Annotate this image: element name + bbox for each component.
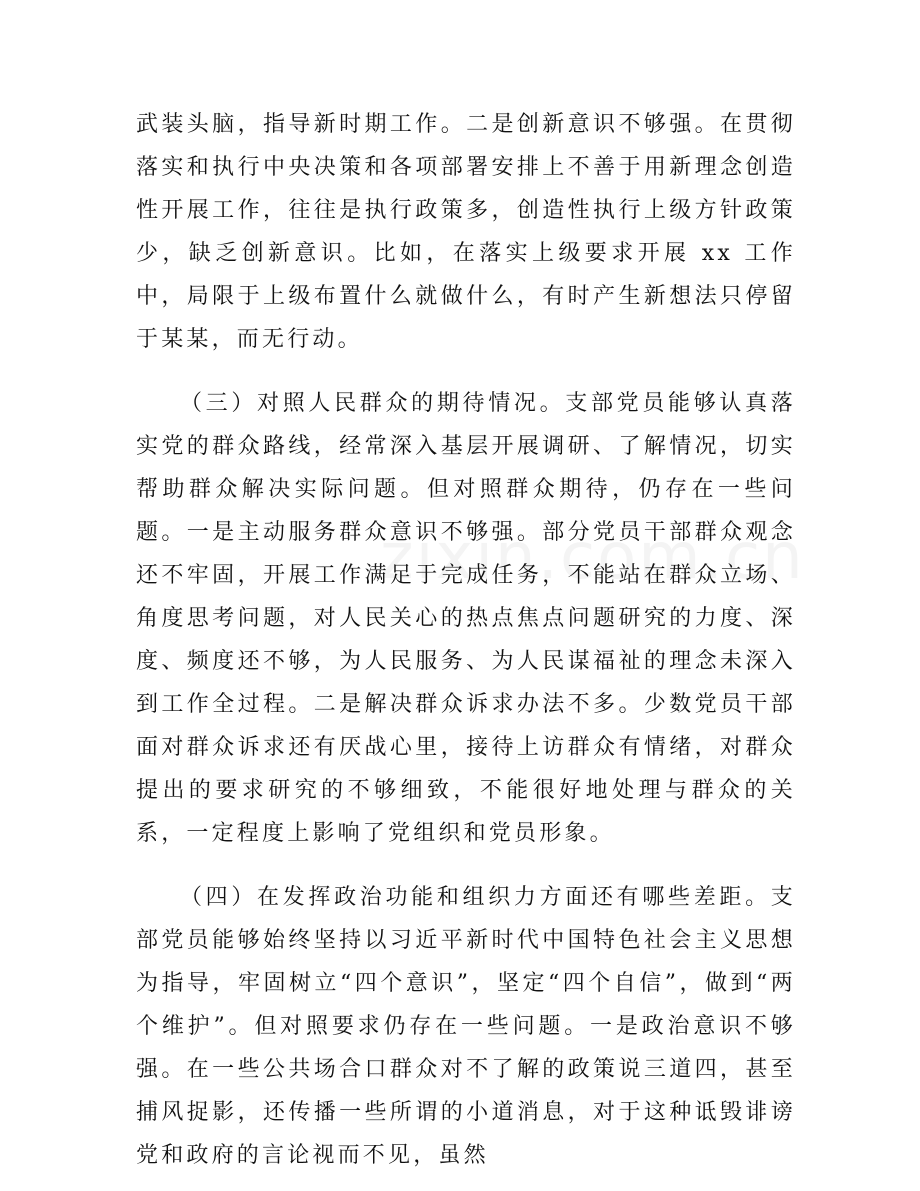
paragraph-section-4: （四）在发挥政治功能和组织力方面还有哪些差距。支部党员能够始终坚持以习近平新时代中国特色社会主义思想为指导，牢固树立“四个意识”，坚定“四个自信”，做到“两个维护”。但对照要求仍存在一些问题。一是政治意识不够强。在一些公共场合口群众对不了解的政策说三道四，甚至捕风捉影，还传播一些所谓的小道消息，对于这种诋毁诽谤党和政府的言论视而不见，虽然 bbox=[136, 885, 796, 1168]
paragraph-section-3: （三）对照人民群众的期待情况。支部党员能够认真落实党的群众路线，经常深入基层开展调研、了解情况，切实帮助群众解决实际问题。但对照群众期待，仍存在一些问题。一是主动服务群众意识不够强。部分党员干部群众观念还不牢固，开展工作满足于完成任务，不能站在群众立场、角度思考问题，对人民关心的热点焦点问题研究的力度、深度、频度还不够，为人民服务、为人民谋福祉的理念未深入到工作全过程。二是解决群众诉求办法不多。少数党员干部面对群众诉求还有厌战心里，接待上访群众有情绪，对群众提出的要求研究的不够细致，不能很好地处理与群众的关系，一定程度上影响了党组织和党员形象。 bbox=[136, 391, 796, 846]
paragraph-continuation: 武装头脑，指导新时期工作。二是创新意识不够强。在贯彻落实和执行中央决策和各项部署安排上不善于用新理念创造性开展工作，往往是执行政策多，创造性执行上级方针政策少，缺乏创新意识。比如，在落实上级要求开展 xx 工作中，局限于上级布置什么就做什么，有时产生新想法只停留于某某，而无行动。 bbox=[136, 112, 796, 352]
document-body bbox=[136, 103, 796, 1177]
